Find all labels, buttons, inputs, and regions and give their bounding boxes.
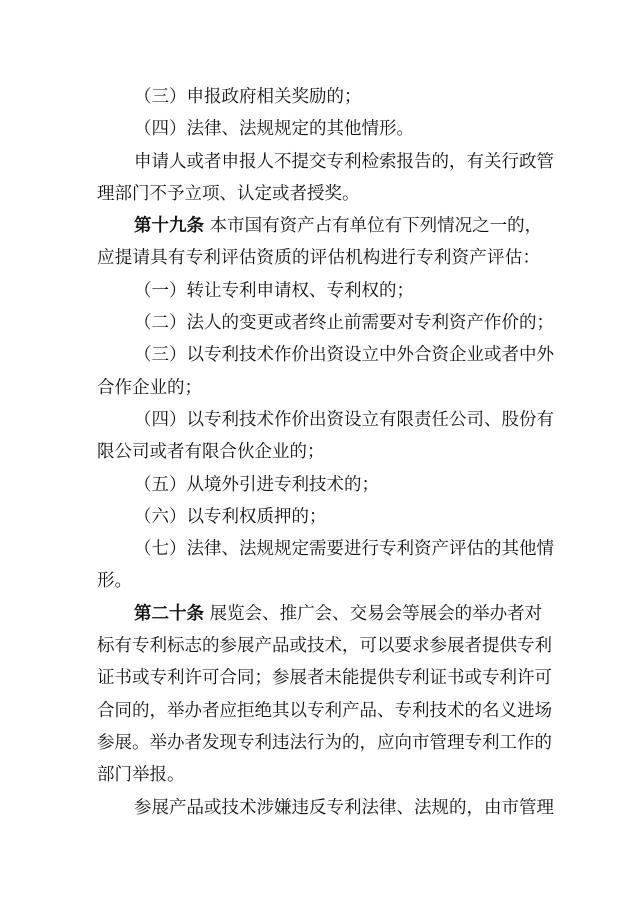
text-line: 标有专利标志的参展产品或技术，可以要求参展者提供专利	[97, 636, 552, 657]
text-line: 证书或专利许可合同；参展者未能提供专利证书或专利许可	[97, 668, 552, 689]
text-line: （四）以专利技术作价出资设立有限责任公司、股份有	[134, 409, 554, 430]
article-number: 第二十条	[134, 603, 204, 624]
text-line: 本市国有资产占有单位有下列情况之一的，	[209, 216, 543, 237]
text-line: 限公司或者有限合伙企业的；	[97, 442, 325, 463]
article-20-heading	[97, 598, 543, 630]
text-line: 参展。举办者发现专利违法行为的，应向市管理专利工作的	[97, 732, 552, 753]
text-line: 合作企业的；	[97, 377, 202, 398]
text-line: 参展产品或技术涉嫌违反专利法律、法规的，由市管理	[134, 797, 554, 818]
text-line: （四）法律、法规规定的其他情形。	[134, 119, 414, 140]
text-line: 应提请具有专利评估资质的评估机构进行专利资产评估：	[97, 248, 541, 269]
text-line: 理部门不予立项、认定或者授奖。	[97, 183, 360, 204]
text-line: （六）以专利权质押的；	[134, 506, 327, 527]
text-line: （二）法人的变更或者终止前需要对专利资产作价的；	[134, 313, 554, 334]
text-line: 合同的，举办者应拒绝其以专利产品、专利技术的名义进场	[97, 700, 552, 721]
document-page	[97, 81, 554, 824]
text-line: 形。	[97, 571, 132, 592]
text-line: 展览会、推广会、交易会等展会的举办者对	[209, 603, 543, 624]
text-line: （三）以专利技术作价出资设立中外合资企业或者中外	[134, 345, 554, 366]
text-line: （五）从境外引进专利技术的；	[134, 474, 379, 495]
text-line: 申请人或者申报人不提交专利检索报告的，有关行政管	[134, 151, 554, 172]
article-number: 第十九条	[134, 216, 204, 237]
text-line: 部门举报。	[97, 765, 185, 786]
text-line: （七）法律、法规规定需要进行专利资产评估的其他情	[134, 539, 554, 560]
article-19-heading	[97, 210, 543, 242]
text-line: （一）转让专利申请权、专利权的；	[134, 280, 414, 301]
text-line: （三）申报政府相关奖励的；	[134, 87, 362, 107]
